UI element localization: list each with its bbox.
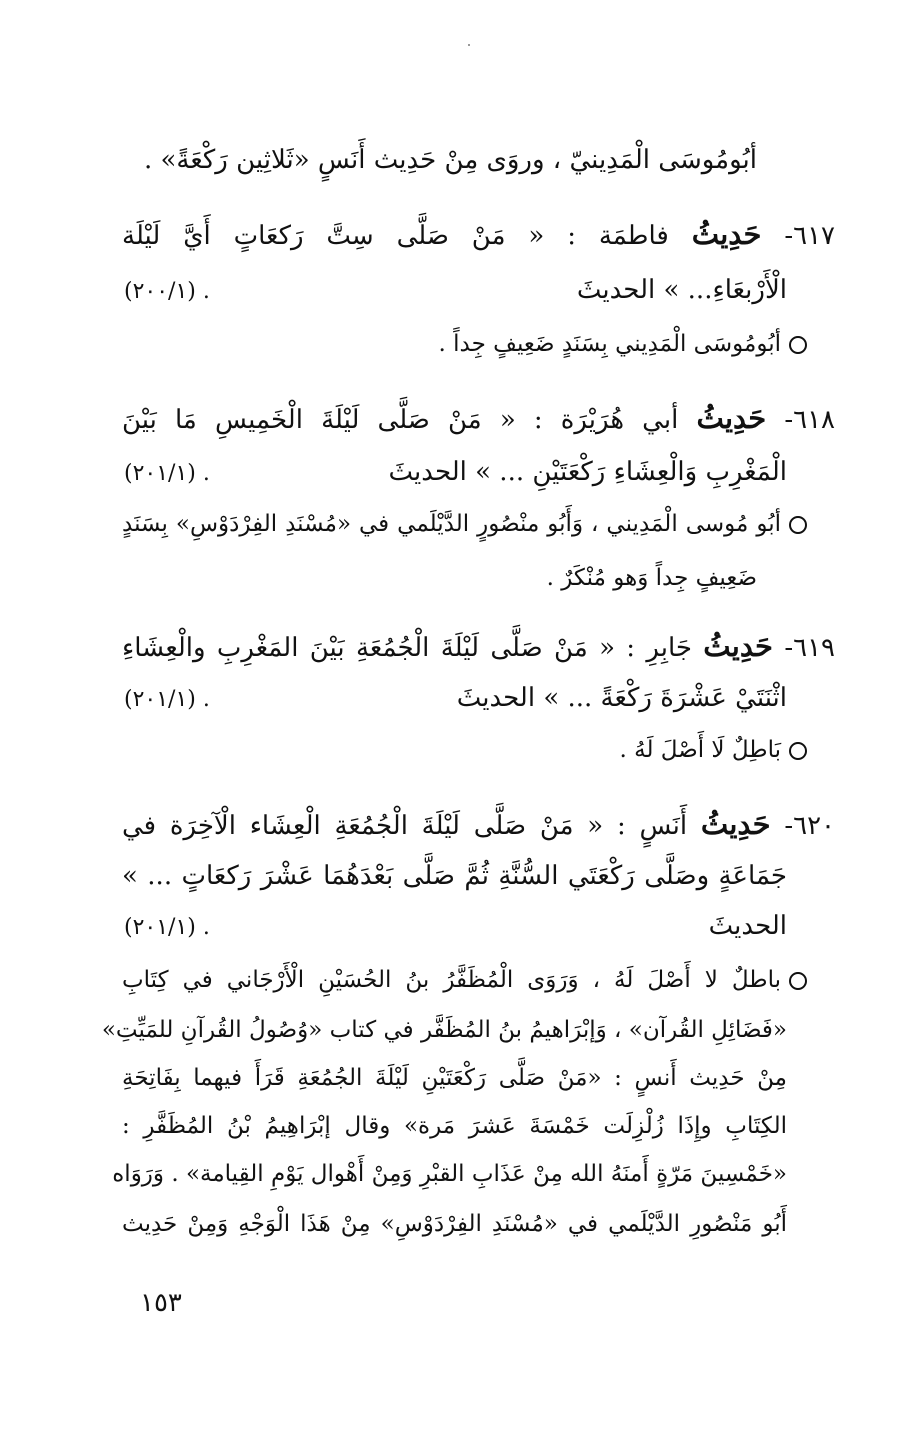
entry-text: فاطمَة : « مَنْ صَلَّى سِتَّ رَكعَاتٍ أَيَّ لَيْلَة — [122, 221, 669, 251]
entry-620-note-3: مِنْ حَدِيث أَنسٍ : «مَنْ صَلَّى رَكْعَتَيْنِ لَيْلَةَ الجُمُعَةِ قَرَأَ فيهما بِفَاتِحَةِ — [122, 1065, 787, 1091]
entry-618-line-2: الْمَغْرِبِ وَالْعِشَاءِ رَكْعَتَيْنِ ... » الحديثَ — [388, 457, 787, 487]
entry-619-line-1 — [122, 626, 835, 668]
bullet-circle-icon — [789, 742, 807, 760]
intro-line: أبُومُوسَى الْمَدِينيّ ، وروَى مِنْ حَدِيث أَنَسٍ «ثَلاثِين رَكْعَةً» . — [143, 145, 757, 175]
entry-text: أبي هُرَيْرَة : « مَنْ صَلَّى لَيْلَةَ الْخَمِيسِ مَا بَيْنَ — [122, 405, 679, 435]
entry-620-line-3: الحديثَ — [708, 911, 787, 941]
entry-620-ref: (٢٠١/١) . — [124, 915, 210, 940]
entry-text: جَابِرِ : « مَنْ صَلَّى لَيْلَةَ الْجُمُعَةِ بَيْنَ المَغْرِبِ والْعِشَاءِ — [122, 633, 692, 663]
entry-heading: حَدِيثُ — [700, 807, 771, 841]
entry-620-line-2: جَمَاعَةٍ وصَلَّى رَكْعَتَي السُّنَّةِ ثُمَّ صَلَّى بَعْدَهُمَا عَشْرَ رَكعَاتٍ ... » — [122, 861, 787, 891]
entry-620-note-5: «خَمْسِينَ مَرّةٍ أَمنَهُ الله مِنْ عَذَابِ القبْرِ وَمِنْ أَهْوال يَوْمِ القِيامة» . وَرَوَاه — [112, 1161, 787, 1187]
page-number: ١٥٣ — [140, 1288, 182, 1318]
entry-heading: حَدِيثُ — [691, 217, 762, 251]
entry-617-line-2: الْأَرْبعَاءِ... » الحديثَ — [576, 275, 787, 305]
entry-620-line-1 — [122, 804, 835, 846]
entry-618-note-1: أبُو مُوسى الْمَدِيني ، وَأَبُو منْصُورٍ الدَّيْلَمي في «مُسْنَدِ الفِرْدَوْسِ» بِسَنَدٍ — [122, 504, 807, 544]
entry-text: أَنَسٍ : « مَنْ صَلَّى لَيْلَةَ الْجُمُعَةِ الْعِشَاء الْآخِرَة في — [122, 811, 688, 841]
entry-619-ref: (٢٠١/١) . — [124, 687, 210, 712]
entry-618-note-2: ضَعِيفٍ جِداً وَهو مُنْكَرٌ . — [546, 565, 757, 591]
entry-617-note: أبُومُوسَى الْمَدِيني بِسَنَدٍ ضَعِيفٍ جِداً . — [439, 324, 807, 364]
entry-number: ٦١٧- — [784, 221, 836, 251]
entry-620-note-2: «فَضَائِلِ القُرآن» ، وَإبْرَاهيمُ بنُ المُظَفَّر في كتاب «وُصُولُ القُرآنِ للمَيِّتِ» — [101, 1017, 787, 1043]
entry-heading: حَدِيثُ — [696, 401, 767, 435]
entry-620-note-6: أَبُو مَنْصُورِ الدَّيْلَمي في «مُسْنَدِ الفِرْدَوْسِ» مِنْ هَذَا الْوَجْهِ وَمِنْ حَدِيث — [122, 1211, 787, 1237]
entry-620-note-1: باطلٌ لا أَصْلَ لَهُ ، وَرَوَى الْمُظَفَّرُ بنُ الحُسَيْنِ الْأَرْجَاني في كِتَابِ — [122, 960, 807, 1000]
bullet-circle-icon — [789, 972, 807, 990]
entry-618-ref: (٢٠١/١) . — [124, 461, 210, 486]
entry-617-line-1 — [122, 214, 835, 256]
entry-618-line-1 — [122, 398, 835, 440]
bullet-circle-icon — [789, 336, 807, 354]
entry-heading: حَدِيثُ — [703, 629, 773, 663]
entry-number: ٦١٩- — [784, 633, 836, 663]
entry-617-ref: (٢٠٠/١) . — [124, 279, 210, 304]
entry-619-note: بَاطِلٌ لَا أَصْلَ لَهُ . — [620, 730, 807, 770]
entry-620-note-4: الكِتَابِ وإِذَا زُلْزِلَت خَمْسَةَ عَشرَ مَرة» وقال إبْرَاهِيمُ بْنُ المُظَفَّرِ : — [122, 1113, 787, 1139]
bullet-circle-icon — [789, 516, 807, 534]
entry-number: ٦٢٠- — [784, 811, 836, 841]
entry-619-line-2: اثْنَتَيْ عَشْرَةَ رَكْعَةً ... » الحديثَ — [456, 683, 787, 713]
print-mark — [468, 44, 470, 46]
entry-number: ٦١٨- — [784, 405, 836, 435]
